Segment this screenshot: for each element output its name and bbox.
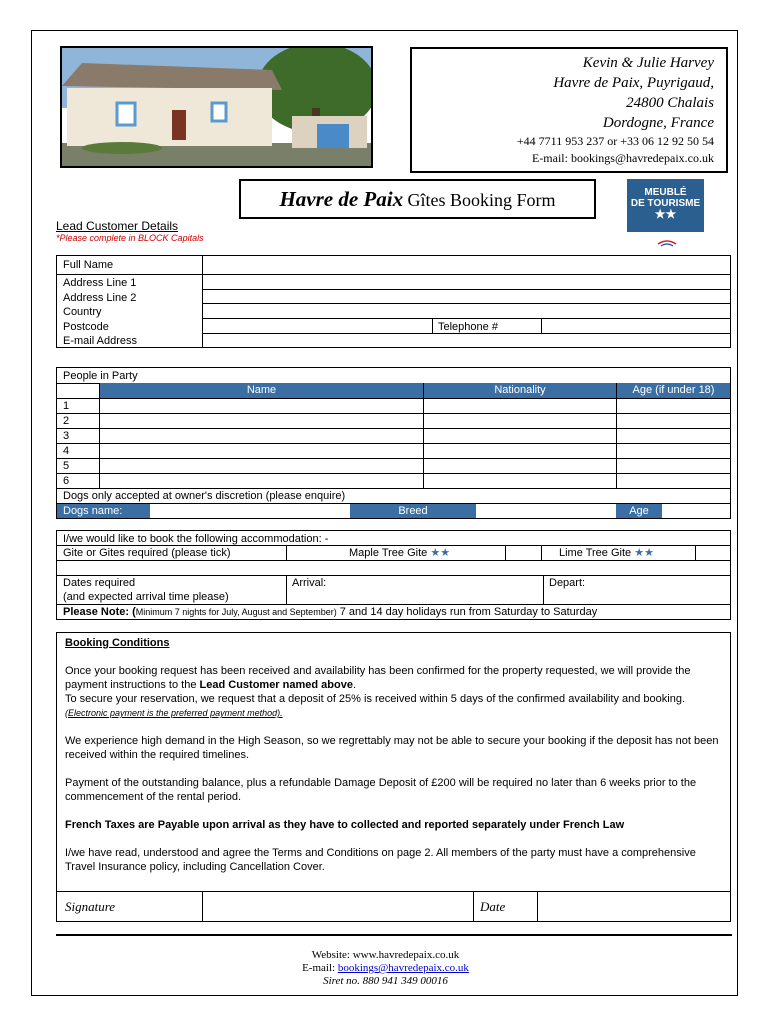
footer-email: E-mail: bookings@havredepaix.co.uk (302, 962, 469, 974)
address-2-field[interactable] (203, 290, 730, 303)
header-nationality: Nationality (424, 383, 616, 398)
date-label: Date (480, 899, 506, 914)
dogs-note: Dogs only accepted at owner's discretion (please enquire) (63, 490, 346, 502)
email-field[interactable] (203, 334, 730, 347)
owner-names: Kevin & Julie Harvey (582, 55, 714, 71)
date-field[interactable] (538, 892, 730, 921)
people-in-party-table (56, 367, 731, 519)
lime-tree-gite-checkbox[interactable] (696, 546, 730, 560)
address-line-2: 24800 Chalais (626, 95, 714, 111)
breed-label: Breed (350, 504, 476, 518)
telephone-field[interactable] (542, 319, 730, 333)
lime-stars-icon: ★★ (634, 547, 654, 559)
conditions-paragraph-6: I/we have read, understood and agree the Terms and Conditions on page 2. All members of the party must have a comprehensive Travel Insurance policy, including Cancellation Cover. (65, 847, 696, 873)
dog-age-label: Age (616, 504, 662, 518)
maple-tree-gite-label: Maple Tree Gite ★★ (349, 547, 451, 559)
dogs-name-label: Dogs name: (57, 504, 150, 518)
label-full-name: Full Name (63, 259, 114, 271)
booking-form-page (31, 30, 738, 996)
label-address-2: Address Line 2 (63, 292, 137, 304)
owner-address-box (410, 47, 728, 173)
badge-line-2: DE TOURISME (630, 198, 701, 209)
block-capitals-note: *Please complete in BLOCK Capitals (56, 233, 204, 243)
maple-stars-icon: ★★ (430, 547, 451, 559)
header-name: Name (100, 383, 423, 398)
party-name-fields[interactable] (100, 399, 423, 488)
party-row-3: 3 (63, 430, 70, 442)
party-row-5: 5 (63, 460, 70, 472)
address-1-field[interactable] (203, 275, 730, 289)
label-country: Country (63, 306, 102, 318)
footer-email-link[interactable]: bookings@havredepaix.co.uk (337, 962, 469, 974)
label-address-1: Address Line 1 (63, 277, 137, 289)
address-line-3: Dordogne, France (602, 115, 714, 131)
badge-line-1: MEUBLÉ (644, 187, 687, 198)
conditions-paragraph-1: Once your booking request has been received and availability has been confirmed for the property requested, we will provide the payment instructions to the Lead Customer named above. (65, 665, 691, 691)
footer-siret: Siret no. 880 941 349 00016 (323, 975, 448, 987)
maple-tree-gite-checkbox[interactable] (506, 546, 540, 560)
party-row-2: 2 (63, 415, 70, 427)
party-row-6: 6 (63, 475, 70, 487)
dog-age-field[interactable] (663, 504, 730, 518)
tourism-logo-icon (656, 237, 678, 247)
conditions-paragraph-3: We experience high demand in the High Season, so we regrettably may not be able to secure your booking if the deposit has not been received within the required timelines. (65, 735, 719, 761)
footer-website: Website: www.havredepaix.co.uk (311, 949, 460, 961)
french-taxes-note: French Taxes are Payable upon arrival as they have to collected and reported separately under French Law (65, 819, 625, 831)
meuble-tourisme-badge (627, 179, 704, 232)
full-name-field[interactable] (203, 256, 730, 274)
house-photo (60, 46, 373, 168)
booking-conditions-title: Booking Conditions (65, 637, 170, 649)
conditions-paragraph-4: Payment of the outstanding balance, plus a refundable Damage Deposit of £200 will be required no later than 6 weeks prior to the commencement of the rental period. (65, 777, 697, 803)
signature-field[interactable] (203, 892, 473, 921)
party-row-4: 4 (63, 445, 70, 457)
footer-divider (56, 934, 732, 936)
accommodation-table (56, 530, 731, 620)
depart-label: Depart: (549, 577, 586, 589)
minimum-nights-note: Please Note: (Minimum 7 nights for July, August and September) 7 and 14 day holidays run from Saturday to Saturday (63, 606, 598, 618)
party-row-1: 1 (63, 400, 70, 412)
gite-required-label: Gite or Gites required (please tick) (63, 547, 231, 559)
owner-phone: +44 7711 953 237 or +33 06 12 92 50 54 (516, 134, 714, 148)
postcode-field[interactable] (203, 319, 432, 333)
title-sub: Gîtes Booking Form (407, 190, 556, 210)
arrival-label: Arrival: (292, 577, 327, 589)
form-title (239, 179, 596, 219)
dates-required-label: Dates required (63, 577, 136, 589)
footer (32, 949, 739, 988)
arrival-field[interactable] (337, 576, 542, 604)
country-field[interactable] (203, 304, 730, 318)
party-title: People in Party (63, 370, 138, 382)
arrival-time-label: (and expected arrival time please) (63, 591, 229, 603)
accommodation-intro: I/we would like to book the following accommodation: - (63, 533, 329, 545)
header-age: Age (if under 18) (617, 383, 730, 398)
depart-field[interactable] (597, 576, 730, 604)
label-email: E-mail Address (63, 335, 137, 347)
lead-customer-title: Lead Customer Details (56, 219, 179, 233)
conditions-paragraph-2: To secure your reservation, we request that a deposit of 25% is received within 5 days of the confirmed availability and booking. (Electronic payment is the preferred payment method). (65, 693, 686, 718)
booking-conditions-box (56, 632, 731, 922)
signature-label: Signature (65, 899, 116, 914)
badge-fine-print (627, 222, 704, 226)
title-main: Havre de Paix (279, 187, 404, 211)
badge-stars: ★★ (654, 207, 677, 221)
lime-tree-gite-label: Lime Tree Gite ★★ (559, 547, 654, 559)
party-nationality-fields[interactable] (424, 399, 616, 488)
dogs-name-field[interactable] (151, 504, 349, 518)
lead-customer-table (56, 255, 731, 348)
address-line-1: Havre de Paix, Puyrigaud, (553, 75, 714, 91)
breed-field[interactable] (477, 504, 615, 518)
label-postcode: Postcode (63, 321, 109, 333)
party-age-fields[interactable] (617, 399, 730, 488)
label-telephone: Telephone # (438, 321, 498, 333)
owner-email: E-mail: bookings@havredepaix.co.uk (531, 151, 714, 165)
